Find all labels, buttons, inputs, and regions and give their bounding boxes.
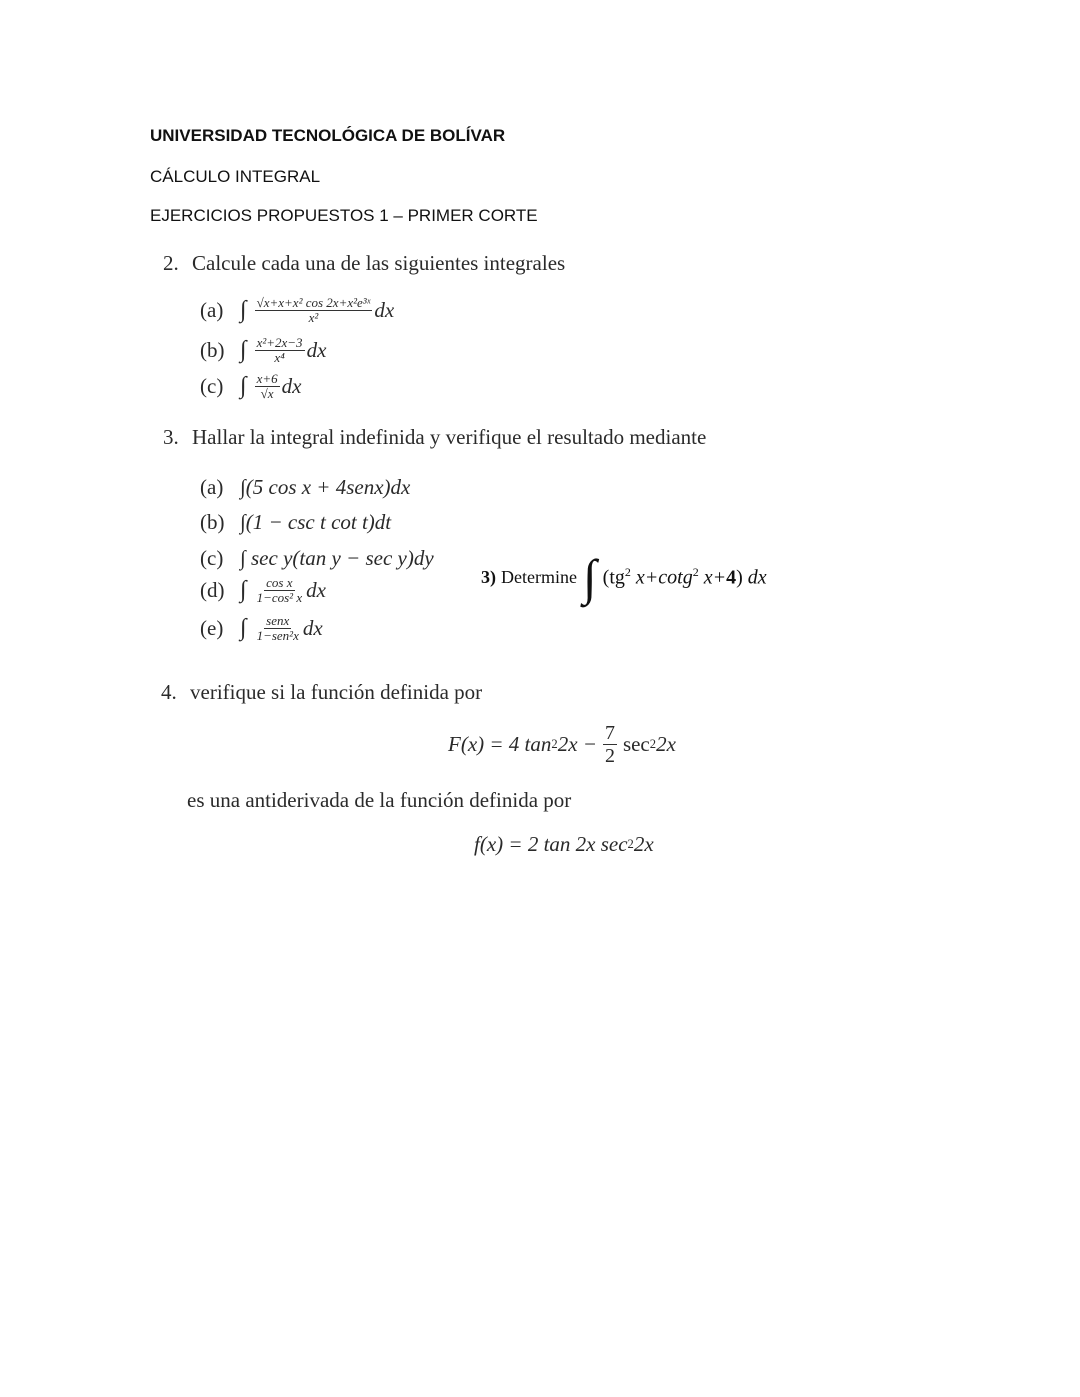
q2-item-b: (b) ∫ $\frac{\text{x²+2x−3}}{\text{x⁴}}$ dx	[200, 335, 327, 365]
integral-sign-icon: ∫	[240, 373, 247, 399]
question-4-number: 4.	[161, 680, 177, 704]
fraction: $\frac{7}{2}$	[604, 722, 615, 767]
q3-item-b: (b) ∫(1 − csc t cot t)dt	[200, 510, 392, 534]
fraction: $\frac{\text{cos x}}{\text{1−cos² x}}$	[256, 575, 303, 605]
course-title: CÁLCULO INTEGRAL	[150, 167, 321, 186]
q2-item-a: (a) ∫ $\frac{\text{√x+x+x² cos 2x+x²e³ˣ}}{\text{x²}}$ dx	[200, 295, 395, 325]
question-4-middle-text: es una antiderivada de la función definida por	[187, 788, 572, 812]
integral-sign-icon: ∫	[240, 577, 247, 603]
question-3	[163, 425, 706, 450]
question-3-text: Hallar la integral indefinida y verifique el resultado mediante	[192, 425, 707, 449]
question-3-number: 3.	[163, 425, 179, 449]
fraction: $\frac{x+6}{√x}$	[256, 371, 278, 401]
question-2-number: 2.	[163, 251, 179, 275]
question-2-text: Calcule cada una de las siguientes integrales	[192, 251, 566, 275]
integral-sign-icon: ∫	[240, 297, 247, 323]
q3-item-c: (c) ∫ sec y(tan y − sec y)dy	[200, 546, 434, 570]
fraction: $\frac{\text{√x+x+x² cos 2x+x²e³ˣ}}{\text{x²}}$	[256, 295, 371, 325]
question-4-text: verifique si la función definida por	[190, 680, 483, 704]
integral-sign-icon: ∫	[240, 337, 247, 363]
q3-item-d: (d) ∫ $\frac{\text{cos x}}{\text{1−cos² x}}$ dx	[200, 575, 326, 605]
question-4	[161, 680, 482, 705]
university-title: UNIVERSIDAD TECNOLÓGICA DE BOLÍVAR	[150, 126, 506, 145]
equation-F: F(x) = 4 tan 2 2x − $\frac{7}{2}$ sec 2 2x	[448, 722, 676, 767]
q3-item-e: (e) ∫ $\frac{\text{senx}}{\text{1−sen²x}}$ dx	[200, 613, 323, 643]
equation-f: f(x) = 2 tan 2x sec 2 2x	[474, 832, 654, 856]
side-problem: 3) Determine ∫ ($tg^2$ x+cotg$^2$ x+4) dx	[481, 549, 767, 605]
q2-item-c: (c) ∫ $\frac{x+6}{√x}$ dx	[200, 371, 302, 401]
fraction: $\frac{\text{x²+2x−3}}{\text{x⁴}}$	[256, 335, 303, 365]
integral-sign-icon: ∫	[240, 615, 247, 641]
question-2	[163, 251, 565, 276]
fraction: $\frac{\text{senx}}{\text{1−sen²x}}$	[256, 613, 299, 643]
q3-item-a: (a) ∫(5 cos x + 4senx)dx	[200, 475, 411, 499]
integral-sign-icon: ∫	[582, 549, 597, 605]
document-subtitle: EJERCICIOS PROPUESTOS 1 – PRIMER CORTE	[150, 206, 538, 225]
